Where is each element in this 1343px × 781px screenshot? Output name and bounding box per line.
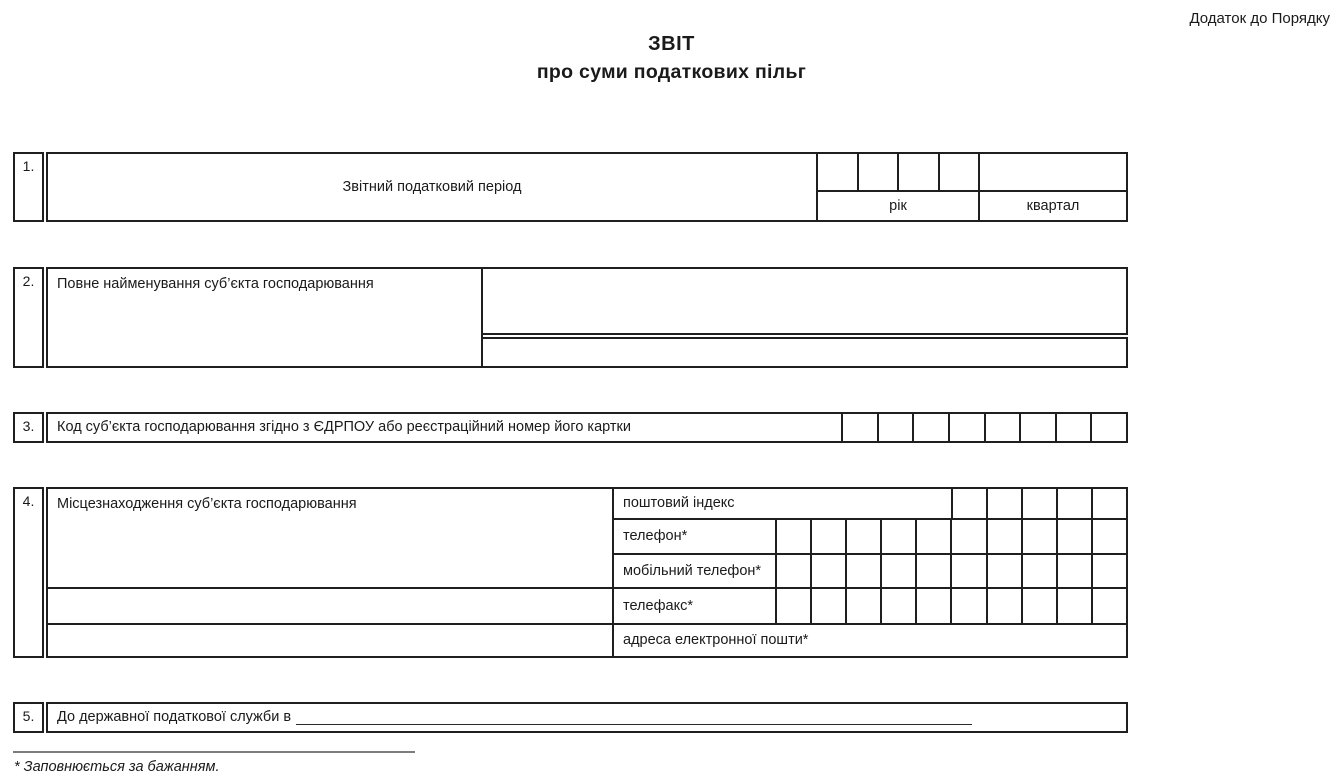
row4-blank-field[interactable] (46, 587, 614, 625)
telefax-strip (775, 587, 1128, 625)
digit-cell[interactable] (810, 555, 845, 587)
digit-cell[interactable] (1091, 555, 1126, 587)
digit-cell[interactable] (843, 414, 877, 441)
footnote-separator (13, 751, 415, 753)
digit-cell[interactable] (1091, 489, 1126, 518)
digit-cell[interactable] (777, 589, 810, 623)
row5-field (46, 702, 1128, 733)
digit-cell[interactable] (915, 555, 950, 587)
row4-label: Місцезнаходження суб’єкта господарювання (46, 487, 614, 589)
row5-label: До державної податкової служби в (57, 709, 292, 726)
digit-cell[interactable] (915, 520, 950, 553)
digit-cell[interactable] (857, 154, 898, 190)
digit-cell[interactable] (845, 589, 880, 623)
email-label: адреса електронної пошти* (612, 623, 1128, 658)
digit-cell[interactable] (1056, 520, 1091, 553)
quarter-cell[interactable] (978, 152, 1128, 192)
row3-label: Код суб’єкта господарювання згідно з ЄДРПОУ або реєстраційний номер його картки (46, 412, 843, 443)
digit-cell[interactable] (1021, 520, 1056, 553)
row4-blank-field-2[interactable] (46, 623, 614, 658)
digit-cell[interactable] (1091, 589, 1126, 623)
form-annotation: Додаток до Порядку (1189, 10, 1330, 27)
mobile-phone-strip (775, 553, 1128, 589)
digit-cell[interactable] (880, 555, 915, 587)
digit-cell[interactable] (897, 154, 938, 190)
quarter-caption: квартал (978, 190, 1128, 222)
digit-cell[interactable] (810, 589, 845, 623)
row5-number: 5. (13, 702, 44, 733)
form-subtitle: про суми податкових пільг (536, 61, 807, 83)
edrpou-digit-strip (841, 412, 1128, 443)
digit-cell[interactable] (1056, 489, 1091, 518)
digit-cell[interactable] (950, 520, 985, 553)
digit-cell[interactable] (912, 414, 948, 441)
digit-cell[interactable] (1021, 489, 1056, 518)
row4-number: 4. (13, 487, 44, 658)
digit-cell[interactable] (1090, 414, 1126, 441)
digit-cell[interactable] (845, 520, 880, 553)
digit-cell[interactable] (877, 414, 913, 441)
entity-name-field[interactable] (481, 267, 1128, 335)
digit-cell[interactable] (950, 589, 985, 623)
digit-cell[interactable] (1056, 589, 1091, 623)
postal-index-strip (951, 487, 1128, 520)
digit-cell[interactable] (880, 589, 915, 623)
digit-cell[interactable] (984, 414, 1020, 441)
digit-cell[interactable] (953, 489, 986, 518)
digit-cell[interactable] (1021, 589, 1056, 623)
row1-number: 1. (13, 152, 44, 222)
digit-cell[interactable] (948, 414, 984, 441)
row3-number: 3. (13, 412, 44, 443)
digit-cell[interactable] (938, 154, 979, 190)
digit-cell[interactable] (915, 589, 950, 623)
digit-cell[interactable] (845, 555, 880, 587)
digit-cell[interactable] (986, 589, 1021, 623)
telefax-label: телефакс* (612, 587, 777, 625)
digit-cell[interactable] (1019, 414, 1055, 441)
digit-cell[interactable] (986, 555, 1021, 587)
row2-label: Повне найменування суб’єкта господарювання (46, 267, 483, 368)
phone-strip (775, 518, 1128, 555)
tax-service-fill-line[interactable] (296, 710, 972, 725)
digit-cell[interactable] (777, 555, 810, 587)
digit-cell[interactable] (810, 520, 845, 553)
digit-cell[interactable] (1055, 414, 1091, 441)
postal-index-label: поштовий індекс (612, 487, 953, 520)
digit-cell[interactable] (1091, 520, 1126, 553)
entity-name-field-2[interactable] (481, 337, 1128, 368)
year-digit-strip (816, 152, 980, 192)
row1-label: Звітний податковий період (46, 152, 818, 222)
digit-cell[interactable] (1056, 555, 1091, 587)
digit-cell[interactable] (986, 489, 1021, 518)
mobile-phone-label: мобільний телефон* (612, 553, 777, 589)
digit-cell[interactable] (777, 520, 810, 553)
footnote-text: * Заповнюється за бажанням. (14, 759, 220, 775)
digit-cell[interactable] (1021, 555, 1056, 587)
year-caption: рік (816, 190, 980, 222)
digit-cell[interactable] (986, 520, 1021, 553)
phone-label: телефон* (612, 518, 777, 555)
row2-number: 2. (13, 267, 44, 368)
form-title: ЗВІТ (648, 33, 695, 55)
digit-cell[interactable] (818, 154, 857, 190)
digit-cell[interactable] (950, 555, 985, 587)
digit-cell[interactable] (880, 520, 915, 553)
